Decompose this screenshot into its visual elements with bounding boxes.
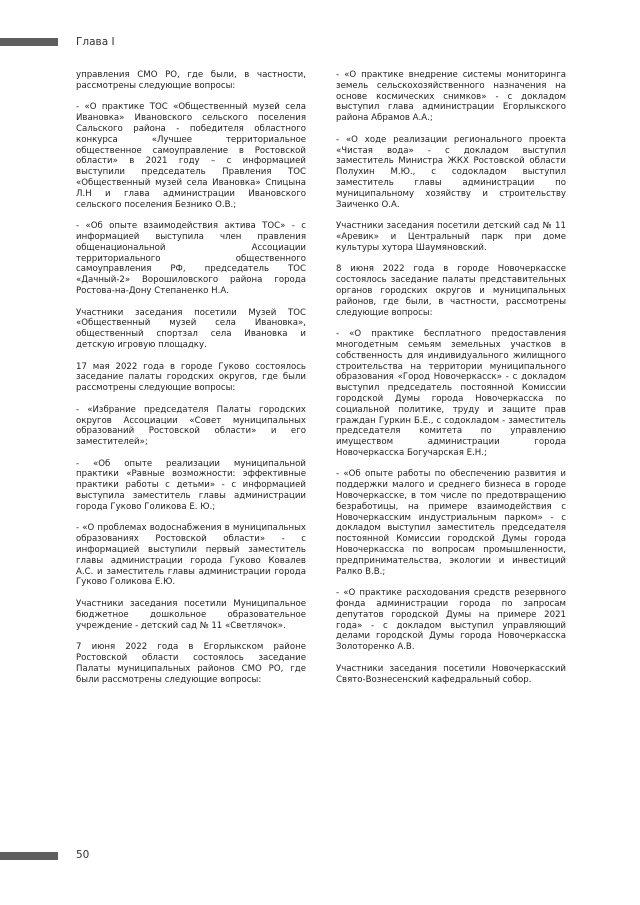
- paragraph: - «О практике ТОС «Общественный музей села Ивановка» Ивановского сельского поселения Сальского района - победителя областного конкурса «Лучшее территориальное общественное самоуправление в Ростовской области» в 2021 году – с информацией выступили председатель Правления ТОС «Общественный музей села Ивановка» Спицына Л.Н и глава администрации Ивановского сельского поселения Безнико О.В.;: [76, 102, 306, 210]
- page-number: 50: [76, 849, 90, 861]
- paragraph: - «О практике бесплатного предоставления многодетным семьям земельных участков в собственность для индивидуального жилищного строительства на территории муниципального образования «Город Новочеркасск» - с докладом выступил председатель постоянной Комиссии городской Думы города Новочеркасска по социальной политике, труду и защите прав граждан Гуркин Б.Е., с содокладом - заместитель председателя комитета по управлению имуществом администрации города Новочеркасска Богучарская Е.Н.;: [336, 329, 566, 458]
- chapter-title: Глава I: [76, 36, 115, 48]
- paragraph: Участники заседания посетили Музей ТОС «Общественный музей села Ивановка», общественный спортзал села Ивановка и детскую игровую площадку.: [76, 307, 306, 350]
- paragraph: Участники заседания посетили Муниципальное бюджетное дошкольное образовательное учреждение - детский сад № 11 «Светлячок».: [76, 599, 306, 631]
- right-text-column: [336, 70, 566, 685]
- paragraph: 8 июня 2022 года в городе Новочеркасске состоялось заседание палаты представительных органов городских округов и муниципальных районов, где были, в частности, рассмотрены следующие вопросы:: [336, 264, 566, 318]
- paragraph: Участники заседания посетили Новочеркасский Свято-Вознесенский кафедральный собор.: [336, 663, 566, 685]
- paragraph: - «Об опыте реализации муниципальной практики «Равные возможности: эффективные практики работы с детьми» - с информацией выступила заместитель главы администрации города Гуково Голикова Е. Ю.;: [76, 458, 306, 512]
- footer-decor-bar: [0, 852, 58, 860]
- paragraph: - «Об опыте работы по обеспечению развития и поддержки малого и среднего бизнеса в городе Новочеркасске, в том числе по предотвращению безработицы, на примере взаимодействия с Новочеркасским индустриальным парком» - с докладом выступил заместитель председателя постоянной Комиссии городской Думы города Новочеркасска по вопросам промышленности, предпринимательства, экологии и инвестиций Ралко В.В.;: [336, 469, 566, 577]
- paragraph: 17 мая 2022 года в городе Гуково состоялось заседание палаты городских округов, где были рассмотрены следующие вопросы:: [76, 361, 306, 394]
- paragraph: - «О ходе реализации регионального проекта «Чистая вода» - с докладом выступил заместитель Министра ЖКХ Ростовской области Полухин М.Ю., с содокладом выступил заместитель главы администрации по муниципальному хозяйству и строительству Заиченко О.А.: [336, 134, 566, 210]
- paragraph: Участники заседания посетили детский сад № 11 «Аревик» и Центральный парк при доме культуры хутора Шаумяновский.: [336, 221, 566, 253]
- left-text-column: [76, 70, 306, 685]
- paragraph: - «О проблемах водоснабжения в муниципальных образованиях Ростовской области» - с информацией выступили первый заместитель главы администрации города Гуково Ковалев А.С. и заместитель главы администрации города Гуково Голикова Е.Ю.: [76, 523, 306, 588]
- paragraph: 7 июня 2022 года в Егорлыкском районе Ростовской области состоялось заседание Палаты муниципальных районов СМО РО, где были рассмотрены следующие вопросы:: [76, 642, 306, 685]
- paragraph: - «О практике расходования средств резервного фонда администрации города по запросам депутатов городской Думы на примере 2021 года» - с докладом выступил управляющий делами городской Думы города Новочеркасска Золоторенко А.В.: [336, 588, 566, 653]
- header-decor-bar: [0, 38, 58, 46]
- paragraph: - «Избрание председателя Палаты городских округов Ассоциации «Совет муниципальных образований Ростовской области» и его заместителей»;: [76, 404, 306, 448]
- paragraph: - «О практике внедрение системы мониторинга земель сельскохозяйственного назначения на основе космических снимков» - с докладом выступил глава администрации Егорлыкского района Абрамов А.А.;: [336, 70, 566, 124]
- paragraph: - «Об опыте взаимодействия актива ТОС» - с информацией выступила член правления общенациональной Ассоциации территориального общественного самоуправления РФ, председатель ТОС «Дачный-2» Ворошиловского района города Ростова-на-Дону Степаненко Н.А.: [76, 221, 306, 296]
- paragraph: управления СМО РО, где были, в частности, рассмотрены следующие вопросы:: [76, 70, 306, 91]
